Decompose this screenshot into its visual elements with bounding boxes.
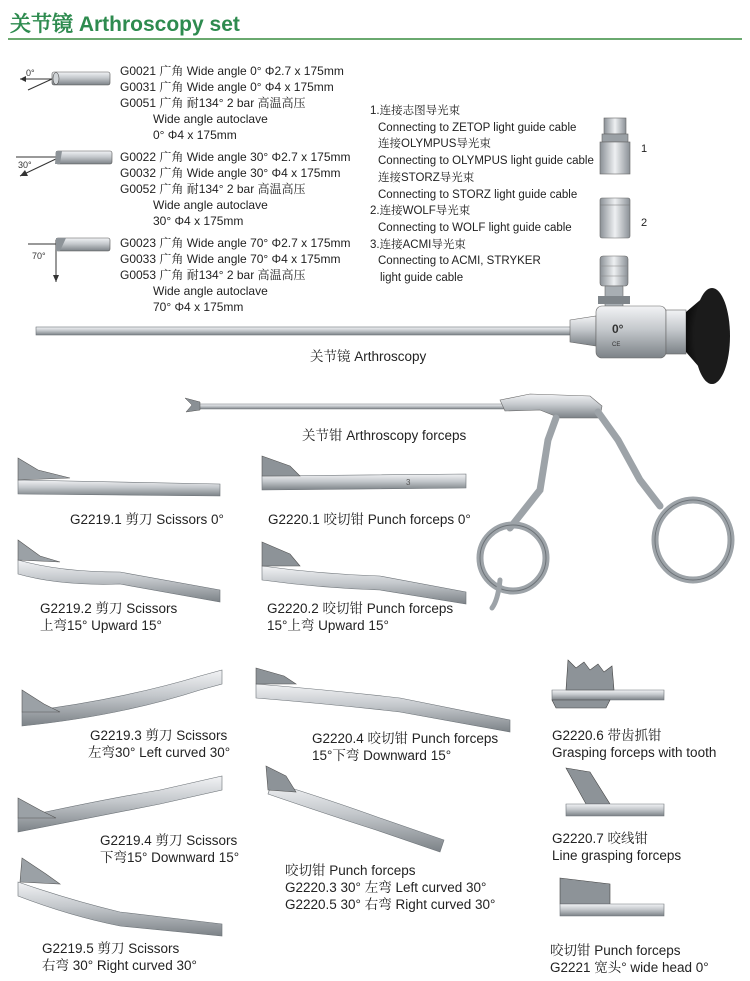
g2219-1-label: G2219.1 剪刀 Scissors 0°: [70, 512, 224, 527]
scope-line: G0023 广角 Wide angle 70° Φ2.7 x 175mm: [120, 236, 351, 250]
connector-line: 连接STORZ导光束: [378, 171, 475, 184]
angle-diagram-30: [16, 151, 112, 176]
g2219-5-label: G2219.5 剪刀 Scissors 右弯 30° Right curved 30°: [42, 941, 197, 973]
scope-line: Wide angle autoclave: [153, 284, 268, 298]
g2219-2-image: [18, 540, 220, 602]
scope-line: G0022 广角 Wide angle 30° Φ2.7 x 175mm: [120, 150, 351, 164]
connector-line: 1.连接志图导光束: [370, 105, 461, 117]
g2220-1-image: [262, 456, 466, 490]
punch-30-label: 咬切钳 Punch forceps G2220.3 30° 左弯 Left curved 30° G2220.5 30° 右弯 Right curved 30°: [285, 863, 496, 912]
adapter-number-2: 2: [641, 217, 648, 229]
scope-line: Wide angle autoclave: [153, 112, 268, 126]
connector-line: 3.连接ACMI导光束: [370, 238, 466, 251]
connector-list: [370, 103, 594, 287]
g2219-3-image: [22, 670, 222, 726]
angle-diagram-0: [20, 68, 110, 90]
scope-line: Wide angle autoclave: [153, 198, 268, 212]
light-adapter-1: [600, 118, 647, 174]
scope-line: G0031 广角 Wide angle 0° Φ4 x 175mm: [120, 80, 334, 94]
scope-line: G0051 广角 耐134° 2 bar 高温高压: [120, 96, 306, 110]
page-title: 关节镜 Arthroscopy set: [10, 13, 240, 36]
g2220-6-label: G2220.6 带齿抓钳 Grasping forceps with tooth: [552, 728, 717, 760]
scope-line: G0052 广角 耐134° 2 bar 高温高压: [120, 182, 306, 196]
connector-line: 连接OLYMPUS导光束: [378, 138, 491, 151]
angle-label-0: 0°: [26, 68, 35, 78]
connector-line: 2.连接WOLF导光束: [370, 205, 471, 218]
connector-line: Connecting to OLYMPUS light guide cable: [378, 155, 594, 168]
g2219-5-image: [18, 858, 222, 936]
connector-line: Connecting to STORZ light guide cable: [378, 188, 578, 201]
scope-line: 30° Φ4 x 175mm: [153, 214, 244, 228]
g2220-7-image: [566, 768, 664, 816]
ce-mark: CE: [612, 342, 621, 348]
connector-line: light guide cable: [380, 272, 464, 285]
scope-line: G0053 广角 耐134° 2 bar 高温高压: [120, 268, 306, 282]
scope-line: 70° Φ4 x 175mm: [153, 300, 244, 314]
scope-line: 0° Φ4 x 175mm: [153, 128, 237, 142]
connector-line: Connecting to ACMI, STRYKER: [378, 255, 541, 268]
g2220-4-image: [256, 668, 510, 732]
angle-label-30: 30°: [18, 160, 32, 170]
g2219-4-label: G2219.4 剪刀 Scissors 下弯15° Downward 15°: [100, 833, 240, 865]
adapter-number-1: 1: [641, 143, 648, 155]
connector-line: Connecting to ZETOP light guide cable: [378, 121, 577, 134]
punch-30-image: [266, 766, 444, 852]
g2220-2-label: G2220.2 咬切钳 Punch forceps 15°上弯 Upward 15°: [267, 601, 454, 633]
g2220-2-image: [262, 542, 466, 604]
arthroscope-label: 关节镜 Arthroscopy: [310, 349, 427, 364]
g2220-1-label: G2220.1 咬切钳 Punch forceps 0°: [268, 512, 471, 527]
svg-text:3: 3: [406, 478, 411, 487]
scope-angle-mark: 0°: [612, 322, 624, 336]
arthroscopy-forceps-label: 关节钳 Arthroscopy forceps: [302, 428, 467, 443]
scope-line: G0032 广角 Wide angle 30° Φ4 x 175mm: [120, 166, 341, 180]
angle-label-70: 70°: [32, 251, 46, 261]
light-adapter-2: [600, 198, 647, 238]
scope-group-2: [120, 235, 351, 315]
g2219-2-label: G2219.2 剪刀 Scissors 上弯15° Upward 15°: [40, 601, 178, 633]
g2220-7-label: G2220.7 咬线钳 Line grasping forceps: [552, 831, 682, 863]
angle-diagram-70: [28, 238, 110, 282]
g2219-4-image: [18, 776, 222, 832]
g2219-3-label: G2219.3 剪刀 Scissors 左弯30° Left curved 30°: [88, 728, 231, 760]
scope-group-1: [120, 149, 351, 229]
scope-line: G0033 广角 Wide angle 70° Φ4 x 175mm: [120, 252, 341, 266]
g2221-label: 咬切钳 Punch forceps G2221 宽头° wide head 0°: [550, 943, 709, 975]
scope-group-0: [120, 63, 344, 143]
connector-line: Connecting to WOLF light guide cable: [378, 221, 572, 234]
g2220-4-label: G2220.4 咬切钳 Punch forceps 15°下弯 Downward 15°: [312, 731, 499, 763]
scope-line: G0021 广角 Wide angle 0° Φ2.7 x 175mm: [120, 64, 344, 78]
g2221-image: [560, 878, 664, 916]
g2220-6-image: [552, 660, 664, 708]
g2219-1-image: [18, 458, 220, 496]
